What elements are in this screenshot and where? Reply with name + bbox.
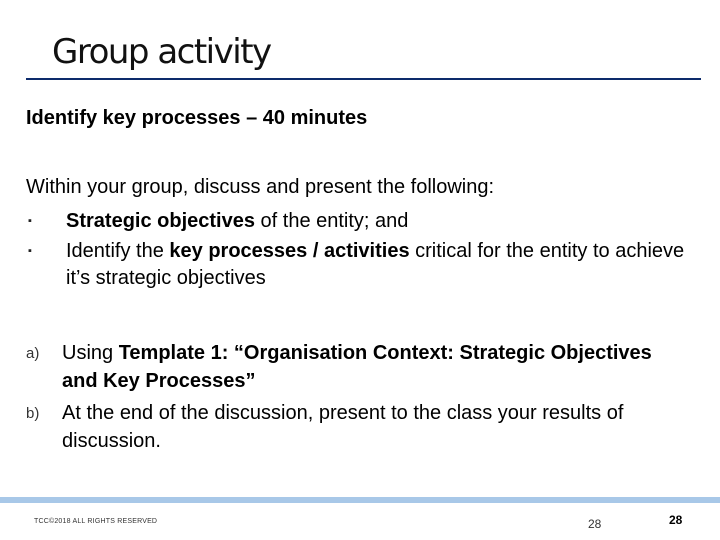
bullet-text: Identify the key processes / activities critical for the entity to achieve it’s strategic objectives	[66, 240, 685, 289]
page-number-center: 28	[588, 517, 602, 531]
step-marker: b)	[26, 405, 40, 422]
step-text: Using Template 1: “Organisation Context: Strategic Objectives and Key Processes”	[62, 342, 652, 392]
intro-text: Within your group, discuss and present the following:	[26, 176, 495, 198]
title-divider	[26, 78, 701, 80]
step-item-template	[26, 339, 686, 395]
bullet-text: Strategic objectives of the entity; and	[66, 210, 409, 232]
slide-title: Group activity	[52, 32, 271, 72]
page-number-right: 28	[669, 513, 683, 527]
step-list	[26, 339, 686, 459]
step-text: At the end of the discussion, present to the class your results of discussion.	[62, 402, 624, 452]
step-item-present	[26, 399, 686, 455]
bullet-item-key-processes	[26, 238, 706, 292]
step-marker: a)	[26, 345, 40, 362]
square-bullet-icon: ▪	[28, 245, 32, 257]
bullet-list	[26, 208, 706, 295]
square-bullet-icon: ▪	[28, 215, 32, 227]
slide-subtitle: Identify key processes – 40 minutes	[26, 107, 368, 129]
bullet-item-strategic-objectives	[26, 208, 706, 235]
copyright-text: TCC©2018 ALL RIGHTS RESERVED	[34, 518, 158, 525]
